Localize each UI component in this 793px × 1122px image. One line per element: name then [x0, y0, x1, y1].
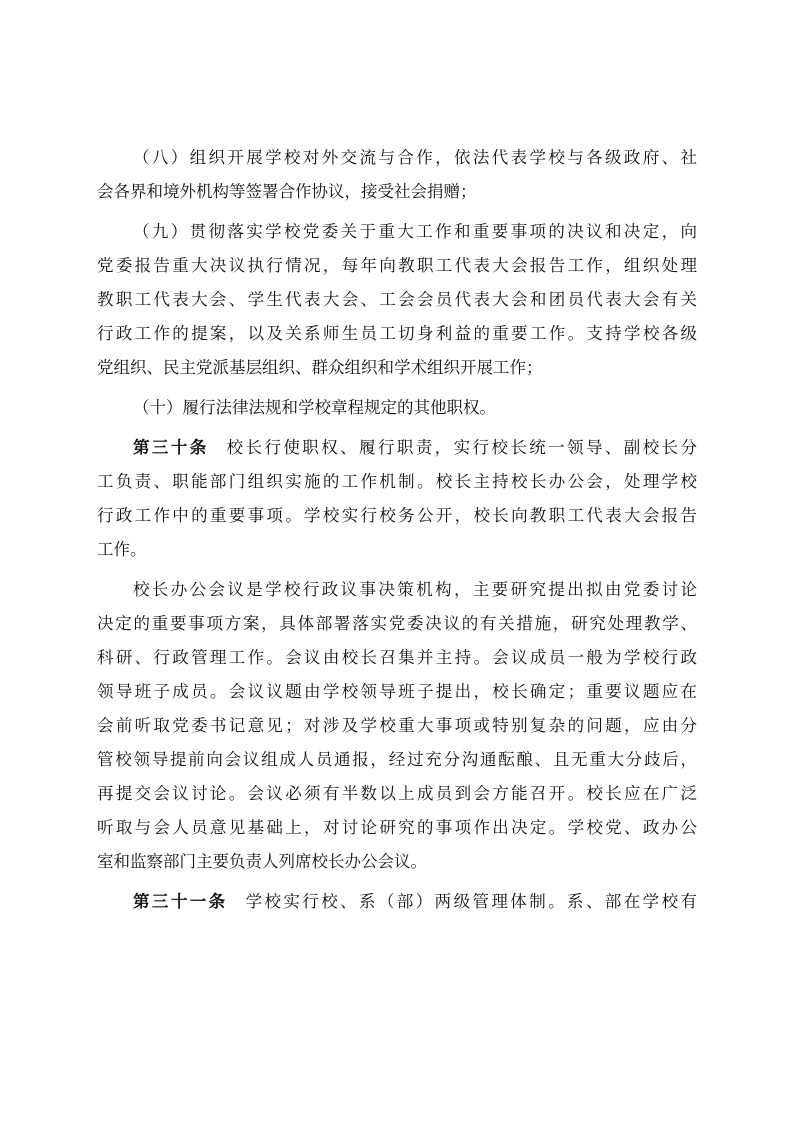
- text-line: 会前听取党委书记意见；对涉及学校重大事项或特别复杂的问题，应由分: [97, 716, 697, 735]
- text-line: 工作。: [97, 540, 147, 559]
- paragraph-item-9: [97, 215, 697, 385]
- article-text: 校长行使职权、履行职责，实行校长统一领导、副校长分: [226, 438, 697, 457]
- article-31: [97, 885, 697, 919]
- text-line: [97, 431, 697, 465]
- text-line: 行政工作的提案，以及关系师生员工切身利益的重要工作。支持学校各级: [97, 324, 697, 343]
- paragraph-item-10: [97, 391, 697, 425]
- document-body: [97, 141, 697, 919]
- text-line: 行政工作中的重要事项。学校实行校务公开，校长向教职工代表大会报告: [97, 506, 697, 525]
- article-30: [97, 431, 697, 567]
- text-line: 会各界和境外机构等签署合作协议，接受社会捐赠；: [97, 182, 477, 201]
- text-line: 工负责、职能部门组织实施的工作机制。校长主持校长办公会，处理学校: [97, 472, 697, 491]
- text-line: （九）贯彻落实学校党委关于重大工作和重要事项的决议和决定，向: [133, 222, 697, 241]
- paragraph-item-8: [97, 141, 697, 209]
- text-line: 管校领导提前向会议组成人员通报，经过充分沟通酝酿、且无重大分歧后，: [97, 750, 697, 769]
- article-number: 第三十条: [133, 438, 209, 457]
- paragraph-president-meeting: [97, 573, 697, 879]
- text-line: 校长办公会议是学校行政议事决策机构，主要研究提出拟由党委讨论: [133, 580, 697, 599]
- text-line: 听取与会人员意见基础上，对讨论研究的事项作出决定。学校党、政办公: [97, 818, 697, 837]
- text-line: [97, 885, 697, 919]
- text-line: 室和监察部门主要负责人列席校长办公会议。: [97, 852, 427, 871]
- article-number: 第三十一条: [133, 892, 228, 911]
- text-line: 党委报告重大决议执行情况，每年向教职工代表大会报告工作，组织处理: [97, 256, 697, 275]
- text-line: （八）组织开展学校对外交流与合作，依法代表学校与各级政府、社: [133, 148, 697, 167]
- text-line: 党组织、民主党派基层组织、群众组织和学术组织开展工作；: [97, 358, 543, 377]
- text-line: 再提交会议讨论。会议必须有半数以上成员到会方能召开。校长应在广泛: [97, 784, 697, 803]
- text-line: 教职工代表大会、学生代表大会、工会会员代表大会和团员代表大会有关: [97, 290, 697, 309]
- text-line: 科研、行政管理工作。会议由校长召集并主持。会议成员一般为学校行政: [97, 648, 697, 667]
- article-text: 学校实行校、系（部）两级管理体制。系、部在学校有: [245, 892, 697, 911]
- text-line: 决定的重要事项方案，具体部署落实党委决议的有关措施，研究处理教学、: [97, 614, 697, 633]
- text-line: （十）履行法律法规和学校章程规定的其他职权。: [133, 398, 496, 417]
- text-line: 领导班子成员。会议议题由学校领导班子提出，校长确定；重要议题应在: [97, 682, 697, 701]
